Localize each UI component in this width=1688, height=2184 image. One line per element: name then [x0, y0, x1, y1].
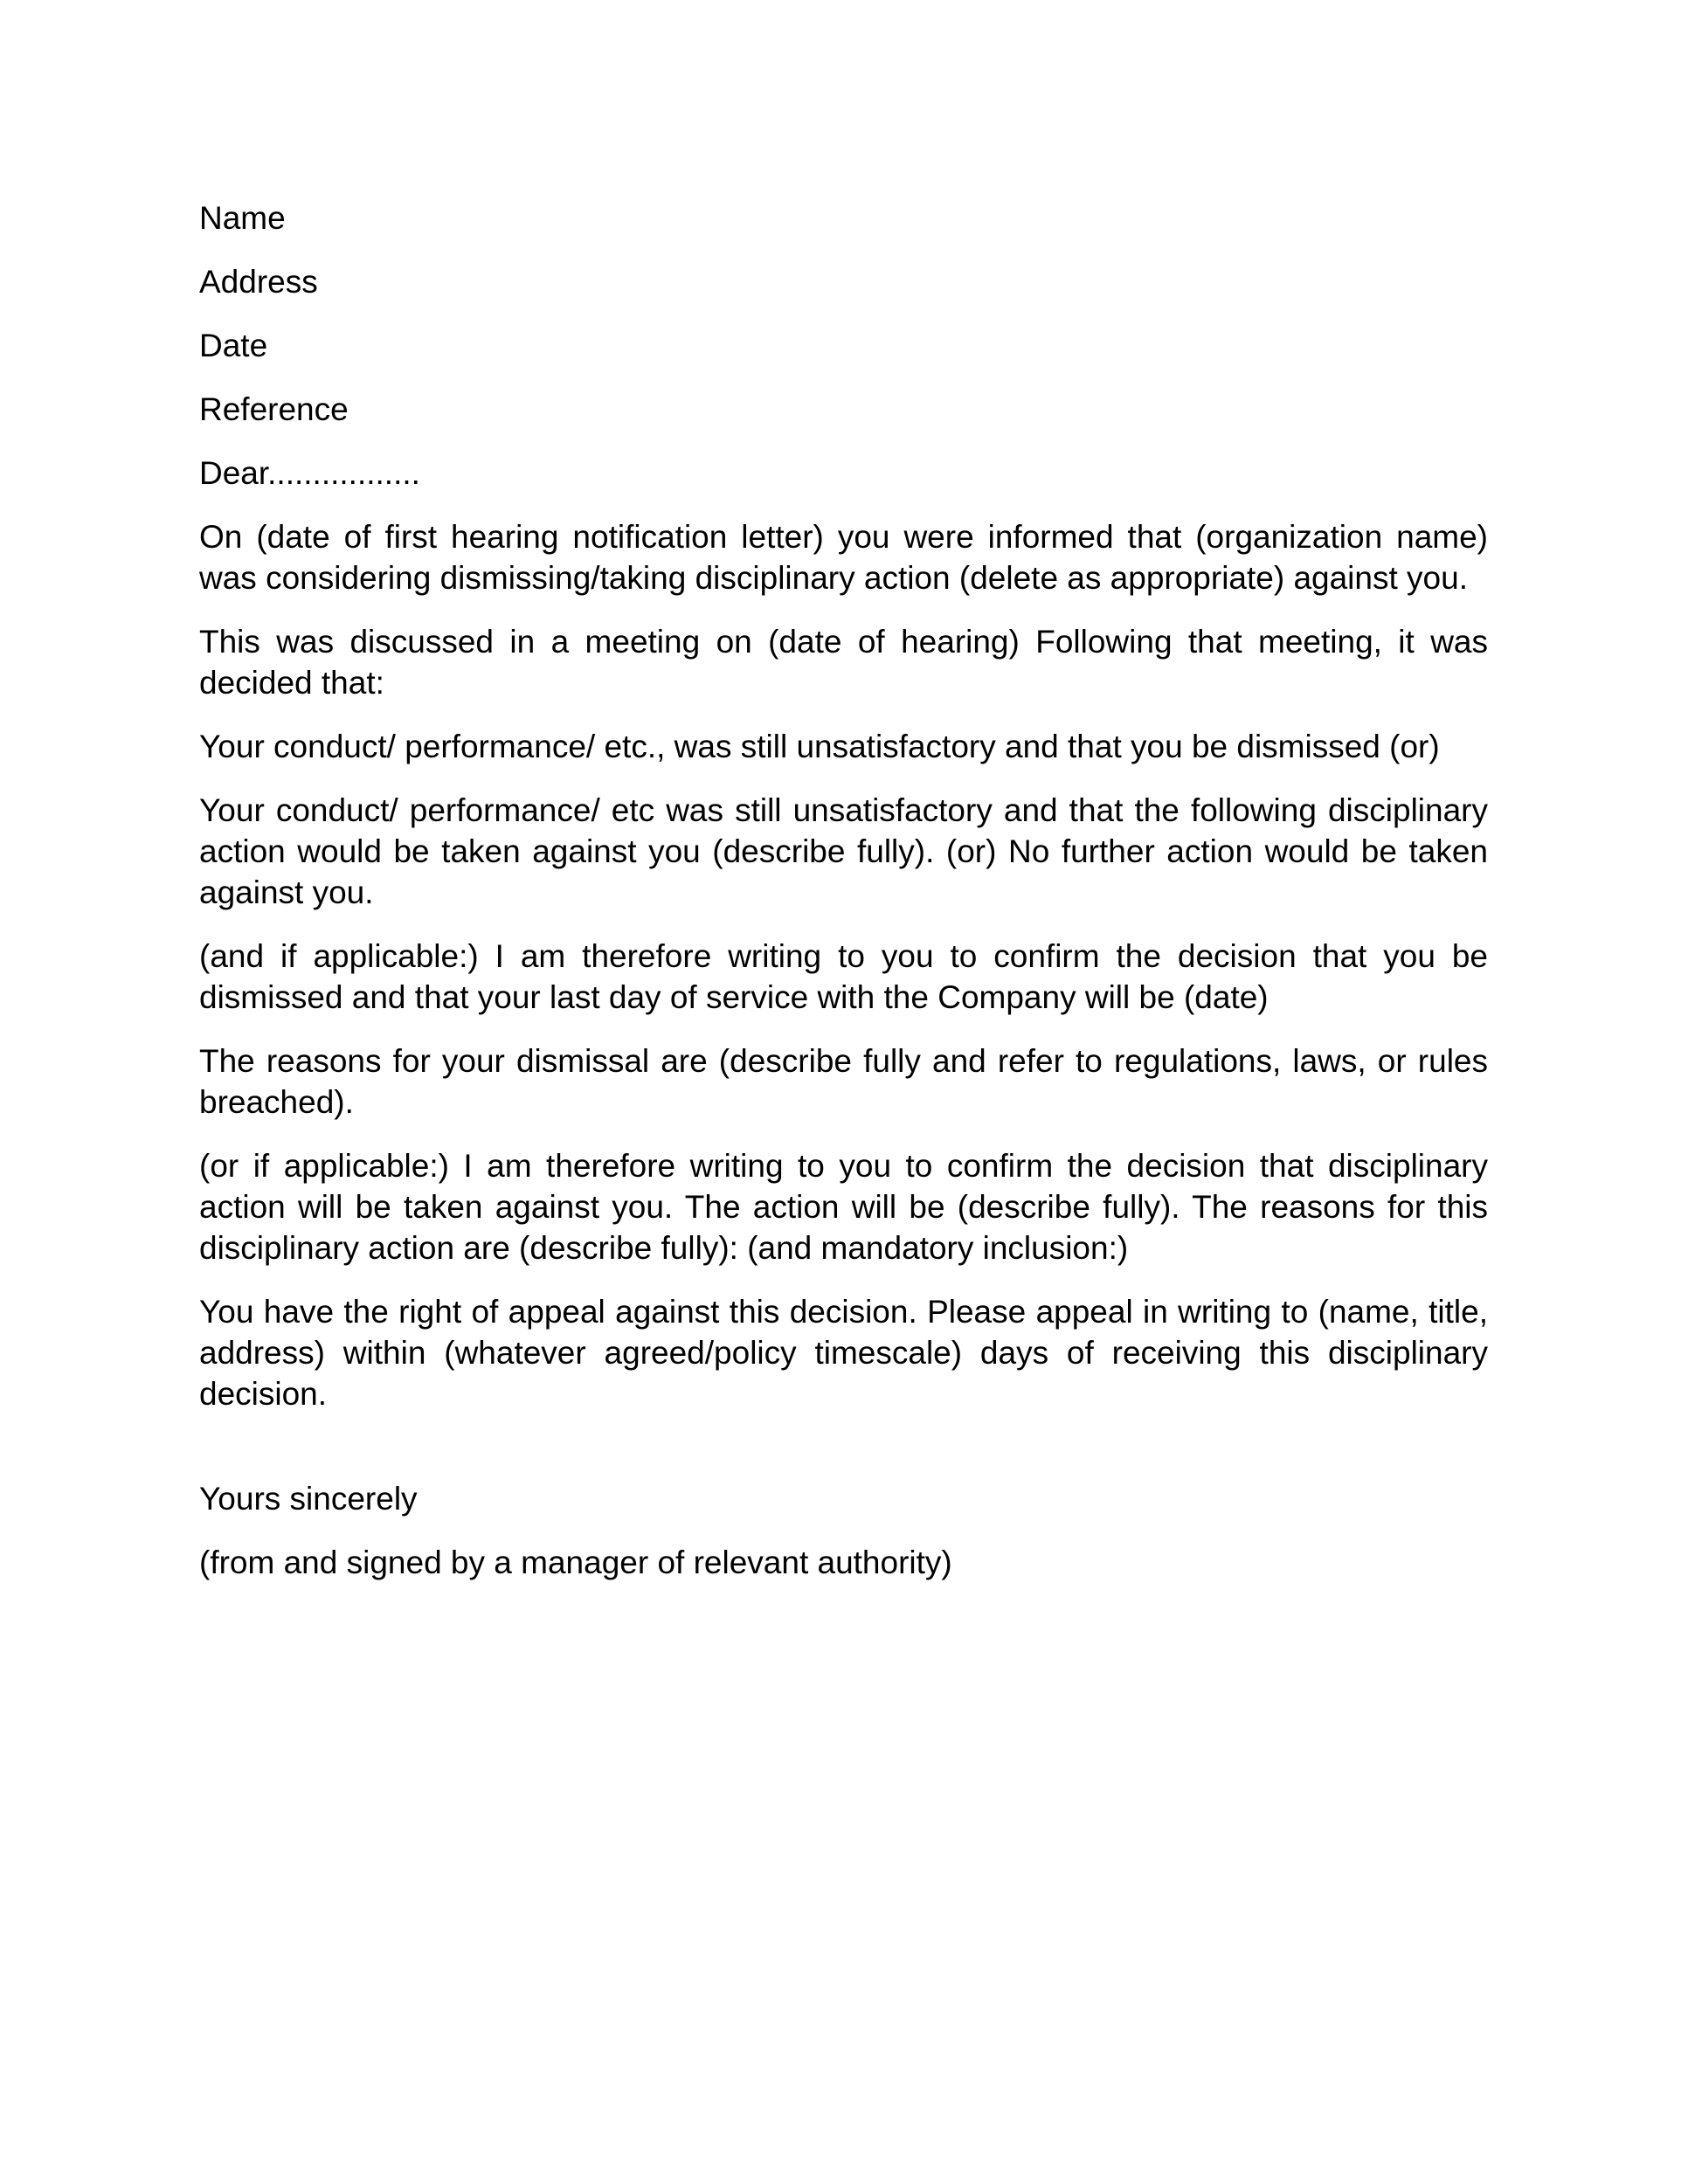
body-paragraph-conduct-disciplinary-action: Your conduct/ performance/ etc was still unsatisfactory and that the following disciplinary action would be taken against you (describe fully). (or) No further action would be taken against you.: [199, 792, 1498, 910]
body-paragraph-meeting-discussion: This was discussed in a meeting on (date of hearing) Following that meeting, it was decided that:: [199, 624, 1498, 701]
body-paragraph-confirm-disciplinary-action: (or if applicable:) I am therefore writing to you to confirm the decision that disciplinary action will be taken against you. The action will be (describe fully). The reasons for this disciplinary action are (describe fully): (and mandatory inclusion:): [199, 1148, 1498, 1266]
signature-note-line: (from and signed by a manager of relevant authority): [199, 1545, 952, 1580]
date-line: Date: [199, 328, 268, 363]
salutation-line: Dear.................: [199, 455, 420, 491]
body-paragraph-confirm-dismissal: (and if applicable:) I am therefore writing to you to confirm the decision that you be dismissed and that your last day of service with the Company will be (date): [199, 938, 1498, 1015]
body-paragraph-hearing-notification: On (date of first hearing notification letter) you were informed that (organization name) was considering dismissing/taking disciplinary action (delete as appropriate) against you.: [199, 519, 1498, 596]
body-paragraph-conduct-dismissed: Your conduct/ performance/ etc., was still unsatisfactory and that you be dismissed (or): [199, 729, 1440, 764]
reference-line: Reference: [199, 391, 349, 427]
recipient-name-line: Name: [199, 200, 286, 236]
recipient-address-line: Address: [199, 264, 318, 300]
body-paragraph-dismissal-reasons: The reasons for your dismissal are (describe fully and refer to regulations, laws, or rules breached).: [199, 1043, 1498, 1120]
body-paragraph-right-of-appeal: You have the right of appeal against this decision. Please appeal in writing to (name, title, address) within (whatever agreed/policy timescale) days of receiving this disciplinary decision.: [199, 1294, 1498, 1412]
closing-line: Yours sincerely: [199, 1481, 418, 1517]
